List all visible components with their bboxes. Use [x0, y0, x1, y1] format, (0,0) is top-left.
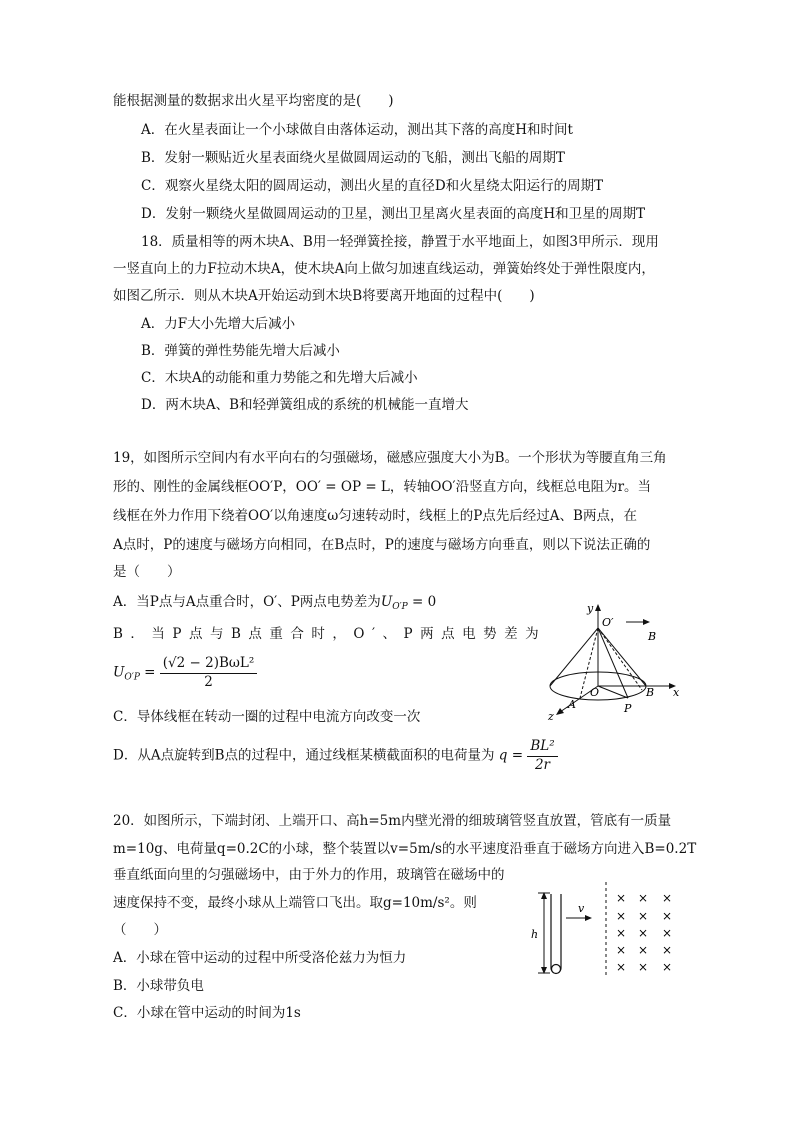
q19-stem-line2: 形的、刚性的金属线框OO′P，OO′ = OP = L，转轴OO′沿竖直方向，线框总电阻为r。当 — [113, 479, 652, 495]
q17-stem-tail: 能根据测量的数据求出火星平均密度的是( ) — [113, 93, 394, 109]
q19-option-a-sub: O′P — [392, 602, 408, 612]
q19-stem-line5: 是（ ） — [113, 564, 181, 580]
z-axis-arrow — [556, 708, 564, 715]
label-p: P — [624, 702, 632, 715]
field-cross: × — [662, 943, 673, 957]
q19-option-b-numerator: (√2 − 2)BωL² — [160, 657, 258, 674]
q17-option-c: C．观察火星绕太阳的圆周运动，测出火星的直径D和火星绕太阳运行的周期T — [141, 178, 604, 194]
q19-option-a-eq: = 0 — [407, 594, 437, 610]
q19-option-c: C．导体线框在转动一圈的过程中电流方向改变一次 — [113, 709, 421, 725]
field-cross: × — [616, 909, 627, 923]
label-a: A — [568, 698, 576, 711]
velocity-arrowhead — [585, 915, 592, 921]
q19-option-b-denominator: 2 — [204, 673, 213, 690]
b-field-arrowhead — [643, 619, 650, 625]
field-cross: × — [662, 960, 673, 974]
label-o: O — [590, 686, 600, 699]
q19-stem-line3: 线框在外力作用下绕着OO′以角速度ω匀速转动时，线框上的P点先后经过A、B两点，在 — [113, 508, 637, 524]
q20-option-b: B．小球带负电 — [113, 978, 204, 994]
q17-option-b: B．发射一颗贴近火星表面绕火星做圆周运动的飞船，测出飞船的周期T — [141, 150, 565, 166]
label-y: y — [587, 602, 594, 615]
q19-stem-line4: A点时，P的速度与磁场方向相同，在B点时，P的速度与磁场方向垂直，则以下说法正确的 — [113, 537, 651, 553]
q20-stem-line4: 速度保持不变，最终小球从上端管口飞出。取g=10m/s²。则 — [113, 895, 477, 911]
q19-option-b-fraction — [160, 657, 258, 689]
label-h: h — [531, 928, 539, 941]
label-x: x — [673, 686, 680, 699]
q19-option-b-sub: O′P — [124, 672, 140, 683]
q19-option-d — [113, 740, 558, 772]
q18-stem-line3: 如图乙所示．则从木块A开始运动到木块B将要离开地面的过程中( ) — [113, 288, 535, 304]
q19-option-a-text: A．当P点与A点重合时，O′、P两点电势差为 — [113, 594, 381, 610]
field-cross: × — [638, 926, 649, 940]
q19-option-a-u: U — [380, 594, 393, 610]
cone-left-edge — [550, 628, 598, 686]
q18-option-d: D．两木块A、B和轻弹簧组成的系统的机械能一直增大 — [141, 397, 469, 413]
q20-option-a: A．小球在管中运动的过程中所受洛伦兹力为恒力 — [113, 950, 407, 966]
field-cross: × — [616, 960, 627, 974]
q20-stem-line3: 垂直纸面向里的匀强磁场中，由于外力的作用，玻璃管在磁场中的 — [113, 867, 505, 883]
q17-option-d: D．发射一颗绕火星做圆周运动的卫星，测出卫星离火星表面的高度H和卫星的周期T — [141, 206, 646, 222]
q18-option-c: C．木块A的动能和重力势能之和先增大后减小 — [141, 370, 418, 386]
field-cross: × — [616, 926, 627, 940]
y-axis-arrow — [595, 604, 601, 611]
q18-option-a: A．力F大小先增大后减小 — [141, 316, 296, 332]
q20-stem-line5: （ ） — [113, 922, 167, 938]
q19-option-d-q: q = — [498, 747, 524, 764]
q19-option-b-formula: $U_{O'P}$ = $\frac{\text{(√2 − 2)BωL²}}{2}$ — [113, 657, 257, 689]
magnetic-field-crosses — [616, 891, 672, 974]
q17-option-a: A．在火星表面让一个小球做自由落体运动，测出其下落的高度H和时间t — [141, 122, 573, 138]
label-v: v — [578, 902, 585, 915]
field-cross: × — [616, 943, 627, 957]
q18-stem-line1: 18．质量相等的两木块A、B用一轻弹簧拴接，静置于水平地面上，如图3甲所示．现用 — [141, 234, 659, 250]
q20-stem-line1: 20．如图所示，下端封闭、上端开口、高h=5m内壁光滑的细玻璃管竖直放置，管底有一质量 — [113, 813, 672, 829]
q19-option-b-text: B．当P点与B点重合时，O′、P两点电势差为 — [113, 626, 547, 642]
q20-option-c: C．小球在管中运动的时间为1s — [113, 1005, 301, 1021]
ball — [552, 965, 561, 974]
q19-stem-line1: 19，如图所示空间内有水平向右的匀强磁场，磁感应强度大小为B。一个形状为等腰直角三角 — [113, 450, 667, 466]
cone-right-edge — [598, 628, 646, 686]
label-z: z — [548, 710, 554, 723]
field-cross: × — [638, 891, 649, 905]
dashed-edge — [598, 628, 642, 690]
field-cross: × — [662, 909, 673, 923]
label-o-prime: O′ — [602, 616, 614, 629]
q19-option-d-numerator: BL² — [527, 740, 557, 757]
q19-option-a — [113, 596, 436, 612]
field-cross: × — [638, 960, 649, 974]
q18-option-b: B．弹簧的弹性势能先增大后减小 — [141, 343, 340, 359]
q19-option-d-denominator: 2r — [534, 756, 551, 773]
q20-figure — [528, 880, 678, 980]
field-cross: × — [638, 943, 649, 957]
q19-option-d-text: D．从A点旋转到B点的过程中，通过线框某横截面积的电荷量为 — [113, 747, 495, 764]
field-cross: × — [662, 926, 673, 940]
field-cross: × — [616, 891, 627, 905]
label-b-point: B — [646, 686, 655, 699]
q19-option-d-fraction — [527, 740, 557, 772]
q19-figure — [540, 598, 690, 726]
q19-option-b-u: U — [113, 664, 125, 681]
field-cross: × — [638, 909, 649, 923]
q20-stem-line2: m=10g、电荷量q=0.2C的小球，整个装置以v=5m/s的水平速度沿垂直于磁场方向进入B=0.2T — [113, 841, 697, 857]
q18-stem-line2: 一竖直向上的力F拉动木块A，使木块A向上做匀加速直线运动，弹簧始终处于弹性限度内， — [113, 261, 655, 277]
field-cross: × — [662, 891, 673, 905]
label-b-field: B — [648, 630, 657, 643]
